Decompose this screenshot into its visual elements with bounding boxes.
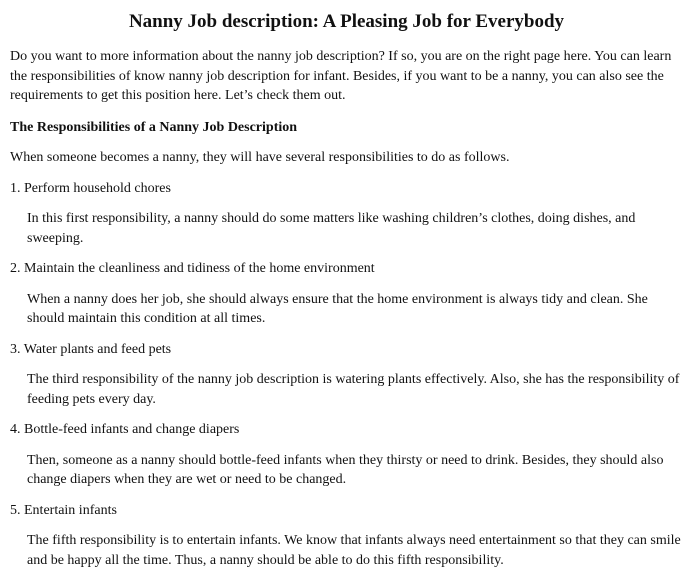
section-heading: The Responsibilities of a Nanny Job Description <box>10 119 298 135</box>
item-3-title: 3. Water plants and feed pets <box>10 341 172 357</box>
item-1-body: In this first responsibility, a nanny should do some matters like washing children’s clothes, doing dishes, and sweeping. <box>27 211 636 246</box>
page-title: Nanny Job description: A Pleasing Job for Everybody <box>128 11 565 32</box>
lead-paragraph: When someone becomes a nanny, they will have several responsibilities to do as follows. <box>10 150 510 165</box>
item-4-title: 4. Bottle-feed infants and change diapers <box>10 422 240 437</box>
item-3-body: The third responsibility of the nanny job description is watering plants effectively. Also, she has the responsibility of feeding pets every day. <box>27 372 680 407</box>
item-1-title: 1. Perform household chores <box>10 180 171 196</box>
intro-paragraph: Do you want to more information about the nanny job description? If so, you are on the right page here. You can learn the responsibilities of know nanny job description for infant. Besides, if you want to be a nanny, you can also see the requirements to get this position here. Let’s check them out. <box>10 49 672 103</box>
item-2-title: 2. Maintain the cleanliness and tidiness of the home environment <box>10 261 375 276</box>
item-5-body: The fifth responsibility is to entertain infants. We know that infants always need entertainment so that they can smile and be happy all the time. Thus, a nanny should be able to do this fifth responsibility. <box>27 533 681 568</box>
item-2-body: When a nanny does her job, she should always ensure that the home environment is always tidy and clean. She should maintain this condition at all times. <box>27 291 648 326</box>
item-4-body: Then, someone as a nanny should bottle-feed infants when they thirsty or need to drink. Besides, they should also change diapers when they are wet or need to be changed. <box>27 452 664 487</box>
item-5-title: 5. Entertain infants <box>10 502 117 518</box>
